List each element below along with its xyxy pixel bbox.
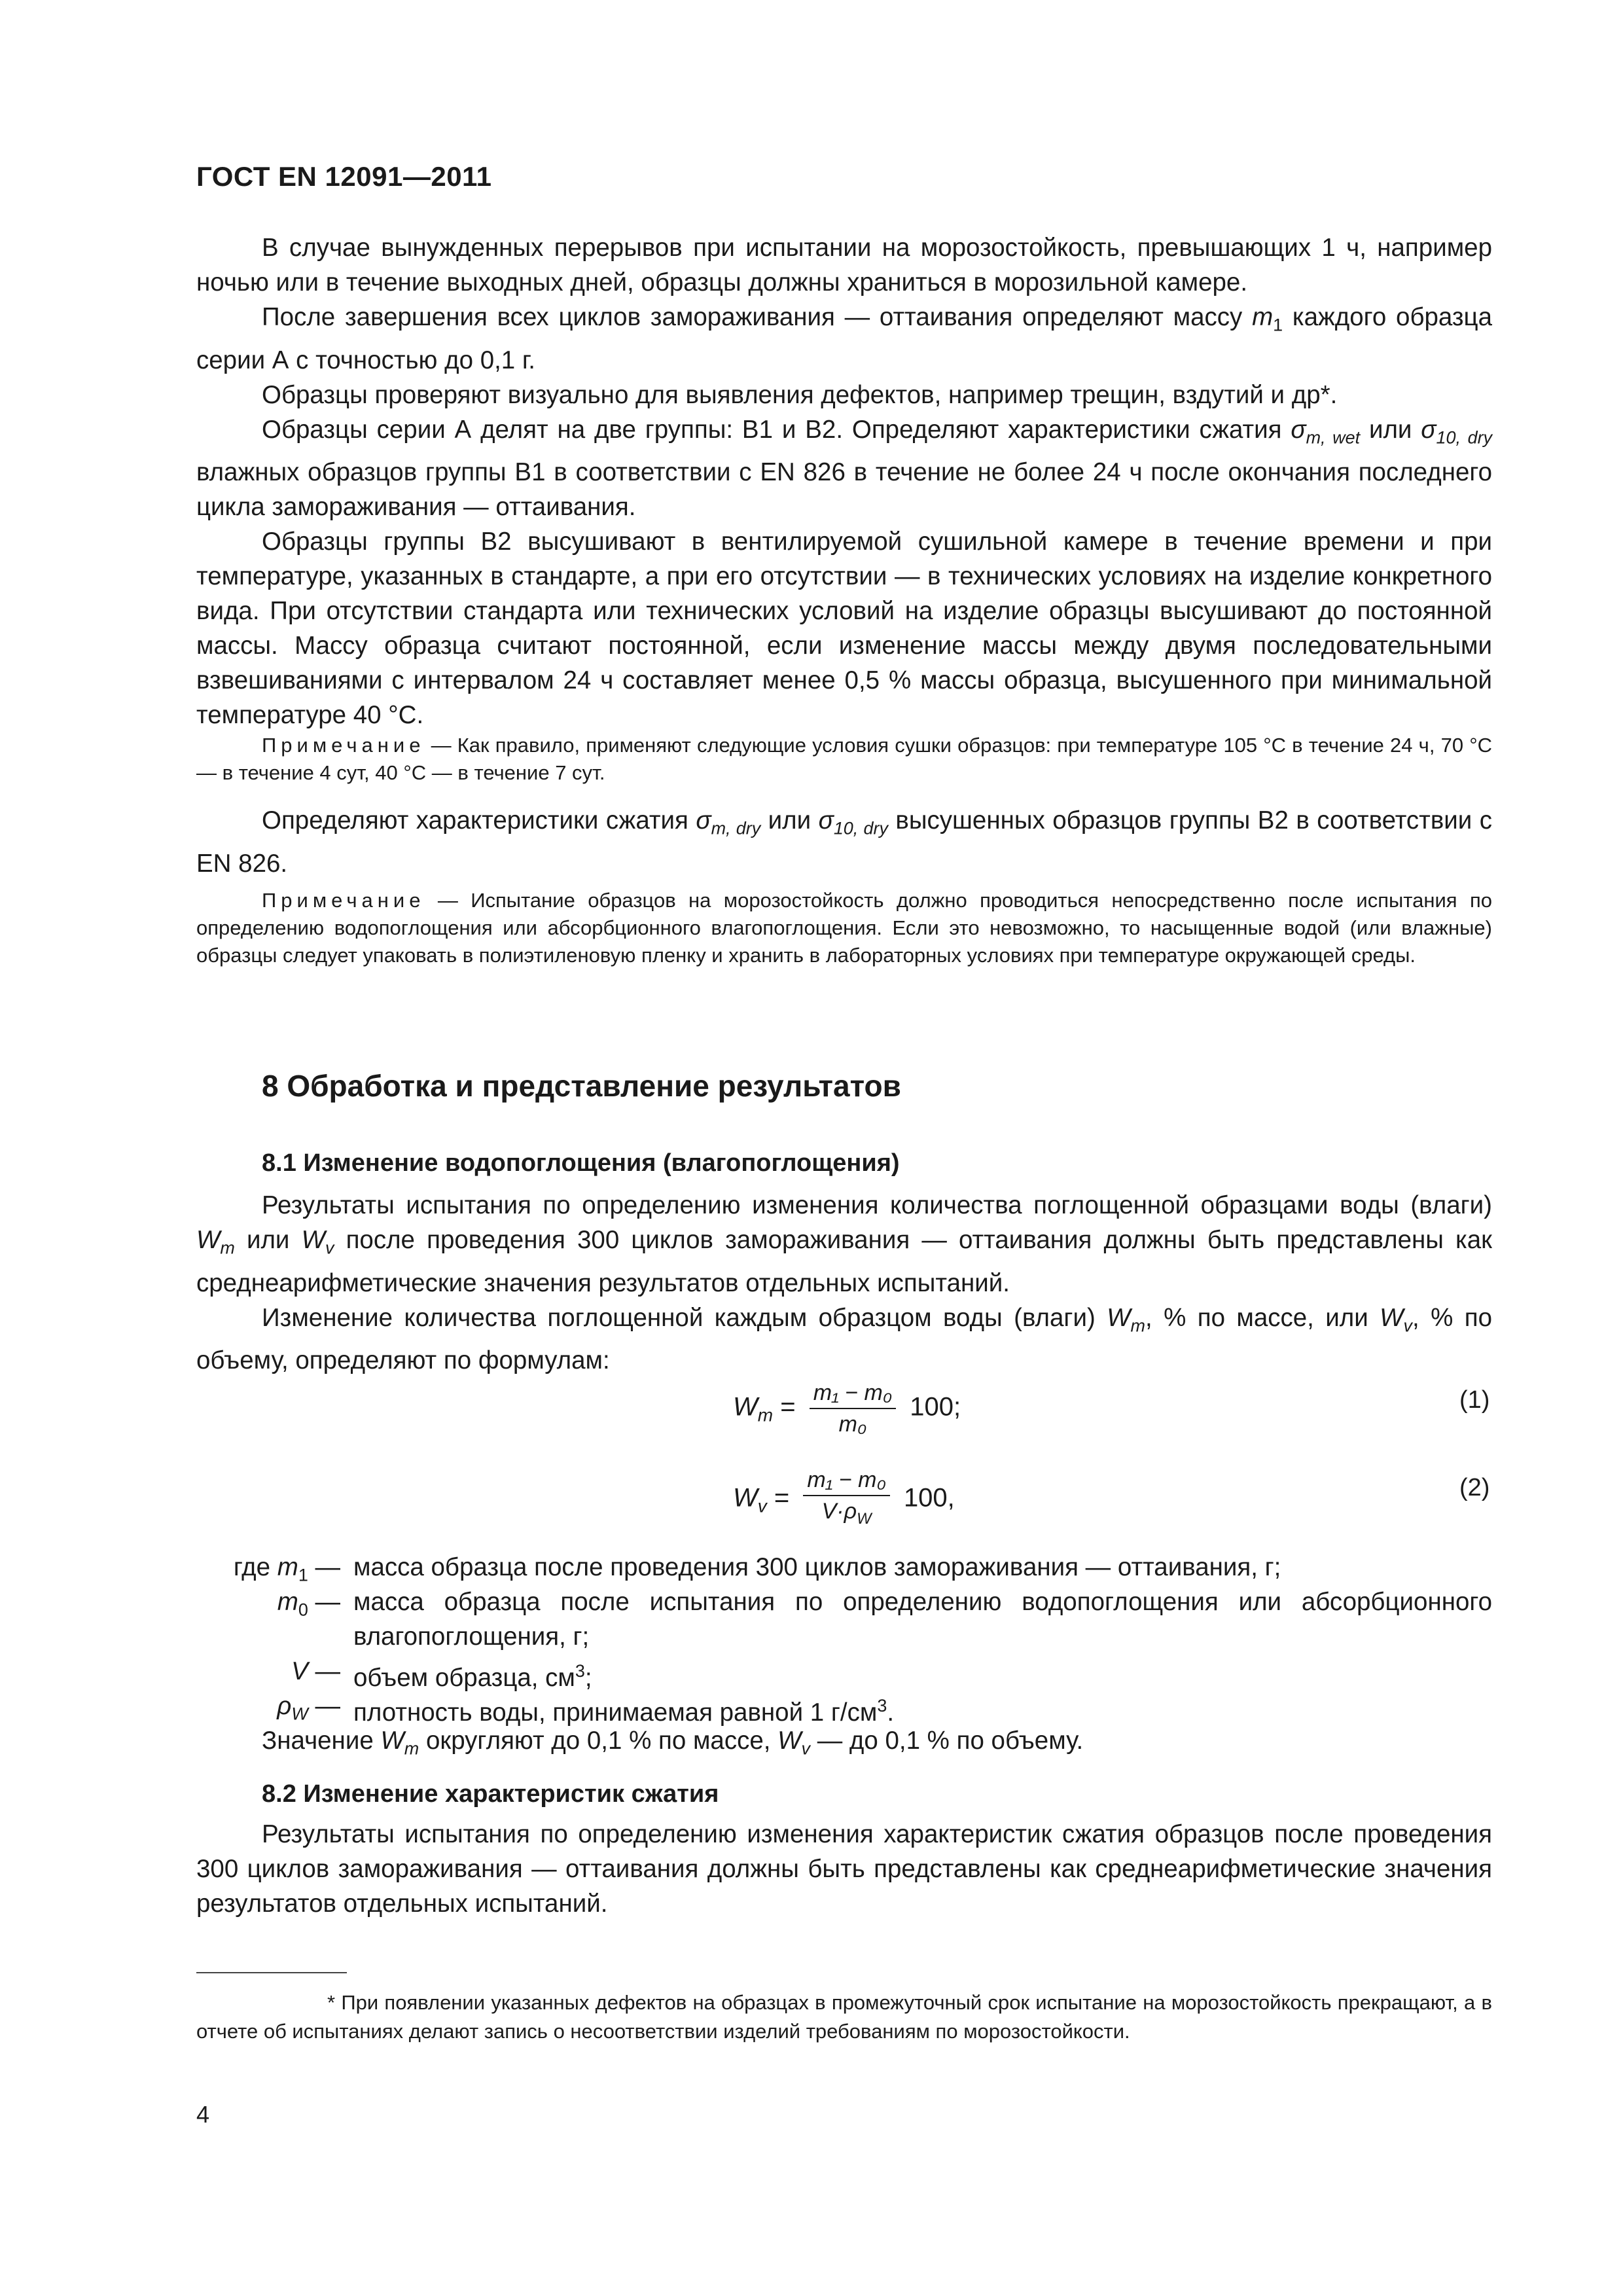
paragraph-drying-b2: Образцы группы В2 высушивают в вентилируемой сушильной камере в течение времени и при температуре, указанных в стандарте, а при его отсутствии — в технических условиях на изделие конкретного вида. При отсутствии стандарта или технических условий на изделие образцы высушивают до постоянной массы. Массу образца считают постоянной, если изменение массы между двумя последовательными взвешиваниями с интервалом 24 ч составляет менее 0,5 % массы образца, высушенного при минимальной температуре 40 °С. xyxy=(196,528,1492,730)
footnote: * При появлении указанных дефектов на образцах в промежуточный срок испытание на морозостойкость прекращают, а в отчете об испытаниях делают запись о несоответствии изделий требованиям по морозостойкости. xyxy=(196,1991,1492,2043)
paragraph-interruptions: В случае вынужденных перерывов при испытании на морозостойкость, превышающих 1 ч, например ночью или в течение выходных дней, образцы должны храниться в морозильной камере. xyxy=(196,234,1492,296)
formula-1: $W_m$ = $\frac{\text{m₁ − m₀}}{\text{m₀}}$ 100; xyxy=(733,1378,961,1439)
note-drying-conditions: Примечание — Как правило, применяют следующие условия сушки образцов: при температуре 105 °С в течение 24 ч, 70 °С — в течение 4 сут, 40 °С — в течение 7 сут. xyxy=(196,734,1492,784)
note-label: Примечание xyxy=(262,734,425,757)
note-frost-test-order: Примечание — Испытание образцов на морозостойкость должно проводиться непосредственно после испытания по определению водопоглощения или абсорбционного влагопоглощения. Если это невозможно, то насыщенные водой (или влажные) образцы следует упаковать в полиэтиленовую пленку и хранить в лабораторных условиях при температуре окружающей среды. xyxy=(196,889,1492,967)
paragraph-visual-inspection: Образцы проверяют визуально для выявления дефектов, например трещин, вздутий и др*. xyxy=(262,380,1338,409)
paragraph-mass-after-cycles: После завершения всех циклов замораживания — оттаивания определяют массу $m_1$ каждого образца серии А с точностью до 0,1 г. xyxy=(196,303,1493,374)
formula-2: $W_v$ = $\frac{\text{m₁ − m₀}}{V\cdot\rho_W}$ 100, xyxy=(733,1465,955,1534)
section-8-2-text: Результаты испытания по определению изменения характеристик сжатия образцов после проведения 300 циклов замораживания — оттаивания должны быть представлены как среднеарифметические значения результатов отдельных испытаний. xyxy=(196,1820,1492,1918)
footnote-divider xyxy=(196,1972,347,1973)
page-number: 4 xyxy=(196,2101,210,2128)
paragraph-rounding: Значение $W_m$ округляют до 0,1 % по массе, $W_v$ — до 0,1 % по объему. xyxy=(262,1727,1084,1759)
note-label: Примечание xyxy=(262,889,425,912)
section-8-title: 8 Обработка и представление результатов xyxy=(262,1069,901,1103)
section7-text xyxy=(196,230,1492,732)
paragraph-groups-b1-b2: Образцы серии А делят на две группы: В1 и В2. Определяют характеристики сжатия $\sigma_{m, wet}$ или $\sigma_{10, dry}$ влажных образцов группы В1 в соответствии с EN 826 в течение не более 24 ч после окончания последнего цикла замораживания — оттаивания. xyxy=(196,415,1493,522)
equation-number-1: (1) xyxy=(1459,1386,1490,1414)
section-8-1-title: 8.1 Изменение водопоглощения (влагопоглощения) xyxy=(262,1149,900,1177)
section-8-1-text: Результаты испытания по определению изменения количества поглощенной образцами воды (влаги) $W_m$ или $W_v$ после проведения 300 циклов замораживания — оттаивания должны быть представлены как среднеарифметические значения результатов отдельных испытаний. Изменение количества поглощенной каждым образцом воды (влаги) $W_m$, % по массе, или $W_v$, % по объему, определяют по формулам: xyxy=(196,1191,1493,1375)
formula-legend: где $m_1$ — масса образца после проведения 300 циклов замораживания — оттаивания, г; $m_0$ — масса образца после испытания по определению водопоглощения или абсорбционного влагопоглощения, г; V — объем образца, $см^3$; $\rho_W$ — плотность воды, принимаемая равной 1 $г/см^3$. xyxy=(233,1553,1492,1727)
paragraph-compression-b2: Определяют характеристики сжатия $\sigma_{m, dry}$ или $\sigma_{10, dry}$ высушенных образцов группы В2 в соответствии с EN 826. xyxy=(196,806,1492,878)
document-code-header: ГОСТ EN 12091—2011 xyxy=(196,161,492,192)
equation-number-2: (2) xyxy=(1459,1474,1490,1501)
section-8-2-title: 8.2 Изменение характеристик сжатия xyxy=(262,1780,719,1808)
